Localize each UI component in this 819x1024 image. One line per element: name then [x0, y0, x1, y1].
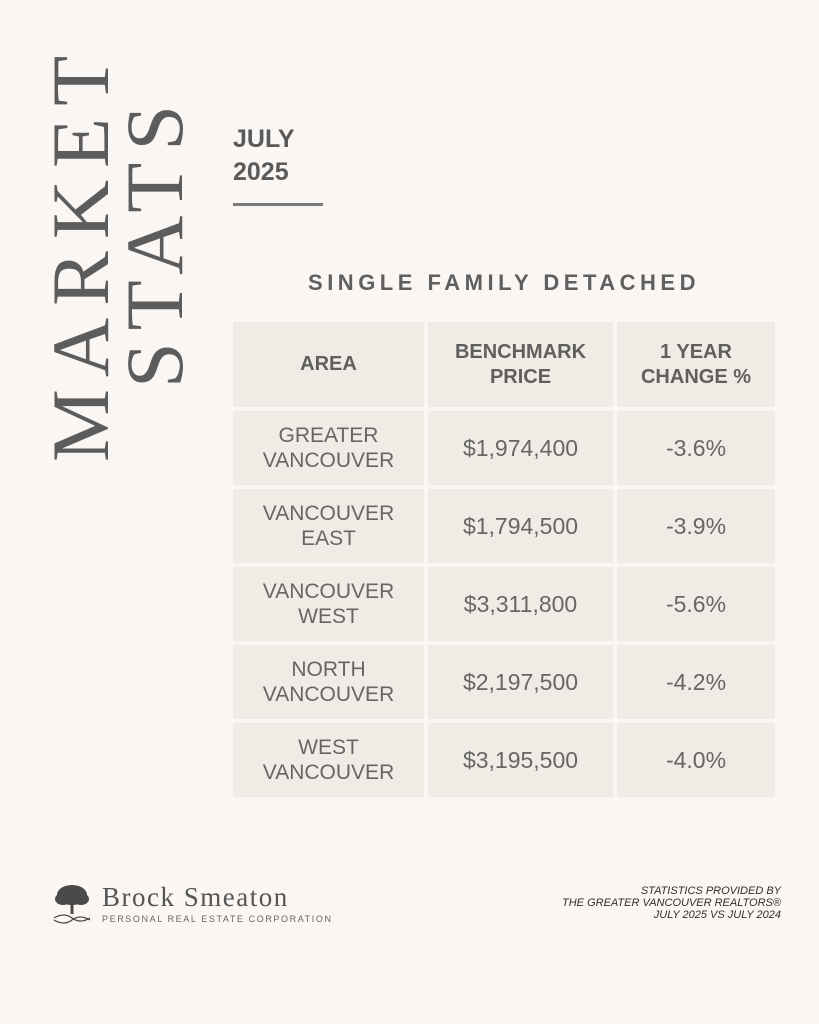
row-price: $3,195,500 [428, 723, 613, 797]
header-area: AREA [233, 322, 424, 407]
row-price: $1,794,500 [428, 489, 613, 563]
source-note [562, 885, 781, 921]
header-change [617, 322, 775, 407]
row-price: $1,974,400 [428, 411, 613, 485]
row-change: -3.6% [617, 411, 775, 485]
source-line-2: THE GREATER VANCOUVER REALTORS® [562, 897, 781, 909]
area-label: WEST VANCOUVER [262, 736, 395, 784]
area-label: VANCOUVER EAST [262, 502, 395, 550]
brand-subtitle: PERSONAL REAL ESTATE CORPORATION [102, 914, 333, 924]
stats-table [233, 322, 775, 797]
header-change-label: 1 YEAR CHANGE % [640, 340, 751, 388]
row-area [233, 411, 424, 485]
title-stats: STATS [109, 93, 200, 388]
row-area [233, 489, 424, 563]
area-label: VANCOUVER WEST [262, 580, 395, 628]
header-price-label: BENCHMARK PRICE [454, 340, 587, 388]
row-area [233, 645, 424, 719]
title-market: MARKET [35, 43, 126, 462]
area-label: GREATER VANCOUVER [262, 424, 395, 472]
report-date [233, 123, 295, 189]
tree-icon [50, 882, 94, 926]
source-line-1: STATISTICS PROVIDED BY [640, 885, 781, 897]
divider [233, 203, 323, 206]
row-change: -4.0% [617, 723, 775, 797]
source-line-3: JULY 2025 VS JULY 2024 [653, 909, 781, 921]
row-change: -5.6% [617, 567, 775, 641]
brand-logo [50, 882, 333, 926]
row-change: -4.2% [617, 645, 775, 719]
report-month: JULY [233, 125, 295, 153]
row-area [233, 723, 424, 797]
report-year: 2025 [233, 158, 289, 186]
brand-name: Brock Smeaton [102, 882, 289, 912]
row-price: $2,197,500 [428, 645, 613, 719]
header-price [428, 322, 613, 407]
row-price: $3,311,800 [428, 567, 613, 641]
area-label: NORTH VANCOUVER [262, 658, 395, 706]
row-area [233, 567, 424, 641]
row-change: -3.9% [617, 489, 775, 563]
section-title: SINGLE FAMILY DETACHED [308, 270, 700, 295]
